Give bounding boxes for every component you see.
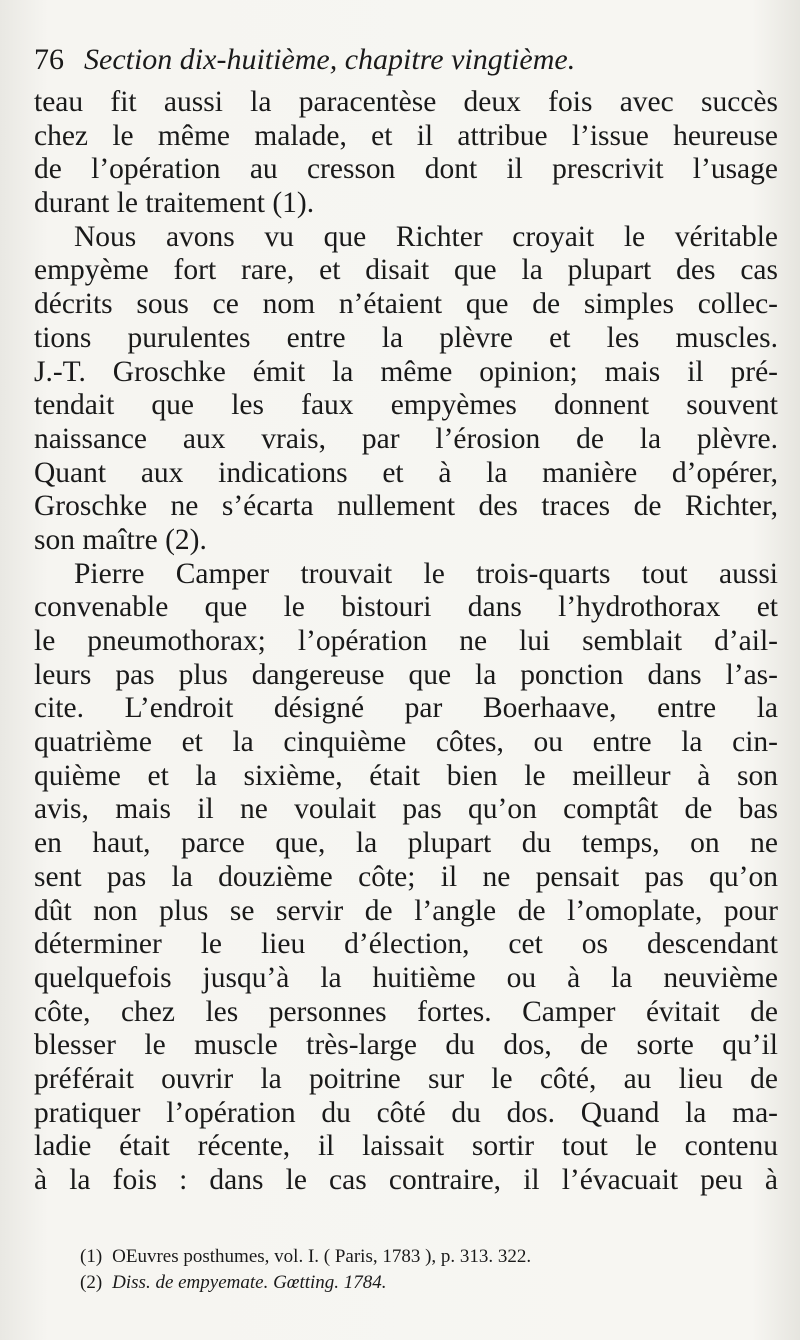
text-line: J.-T. Groschke émit la même opinion; mais il pré- [34, 355, 778, 388]
text-line: dût non plus se servir de l’angle de l’omoplate, pour [34, 894, 778, 927]
text-line: quième et la sixième, était bien le meilleur à son [34, 759, 778, 792]
text-line: ladie était récente, il laissait sortir tout le contenu [34, 1130, 778, 1163]
text-line: quatrième et la cinquième côtes, ou entre la cin- [34, 726, 778, 759]
text-line: côte, chez les personnes fortes. Camper évitait de [34, 995, 778, 1028]
text-line: tendait que les faux empyèmes donnent souvent [34, 389, 778, 422]
text-line: à la fois : dans le cas contraire, il l’évacuait peu à [34, 1164, 778, 1196]
text-line: cite. L’endroit désigné par Boerhaave, entre la [34, 692, 778, 725]
page-header [34, 40, 774, 80]
text-line: Quant aux indications et à la manière d’opérer, [34, 456, 778, 489]
text-line: avis, mais il ne voulait pas qu’on comptât de bas [34, 793, 778, 826]
text-line: en haut, parce que, la plupart du temps, on ne [34, 827, 778, 860]
text-line: blesser le muscle très-large du dos, de sorte qu’il [34, 1029, 778, 1062]
text-line: Nous avons vu que Richter croyait le véritable [74, 220, 778, 253]
footnotes [80, 1244, 720, 1296]
text-line: tions purulentes entre la plèvre et les muscles. [34, 321, 778, 354]
text-line: pratiquer l’opération du côté du dos. Quand la ma- [34, 1096, 778, 1129]
text-line: son maître (2). [34, 523, 207, 556]
text-line: teau fit aussi la paracentèse deux fois avec succès [34, 86, 778, 118]
text-line: naissance aux vrais, par l’érosion de la plèvre. [34, 422, 778, 455]
footnote-text: Diss. de empyemate. Gœtting. 1784. [112, 1272, 387, 1293]
body-text [34, 86, 778, 1198]
text-line: quelquefois jusqu’à la huitième ou à la neuvième [34, 961, 778, 994]
text-line: chez le même malade, et il attribue l’issue heureuse [34, 119, 778, 152]
footnote-mark: (2) [80, 1272, 103, 1293]
footnote-mark: (1) [80, 1246, 103, 1267]
text-line: préférait ouvrir la poitrine sur le côté, au lieu de [34, 1062, 778, 1095]
text-line: de l’opération au cresson dont il prescrivit l’usage [34, 153, 778, 186]
footnote-text: OEuvres posthumes, vol. I. ( Paris, 1783 ), p. 313. 322. [112, 1246, 532, 1267]
text-line: leurs pas plus dangereuse que la ponction dans l’as- [34, 658, 778, 691]
footnote-1 [80, 1244, 720, 1270]
text-line: empyème fort rare, et disait que la plupart des cas [34, 254, 778, 287]
text-line: convenable que le bistouri dans l’hydrothorax et [34, 591, 778, 624]
footnote-2 [80, 1270, 720, 1296]
text-line: décrits sous ce nom n’étaient que de simples collec- [34, 288, 778, 321]
text-line: déterminer le lieu d’élection, cet os descendant [34, 928, 778, 961]
text-line: sent pas la douzième côte; il ne pensait pas qu’on [34, 860, 778, 893]
running-title: Section dix-huitième, chapitre vingtième. [84, 43, 576, 76]
text-line: durant le traitement (1). [34, 187, 315, 220]
text-line: le pneumothorax; l’opération ne lui semblait d’ail- [34, 625, 778, 657]
text-line: Groschke ne s’écarta nullement des traces de Richter, [34, 490, 778, 523]
text-line: Pierre Camper trouvait le trois-quarts tout aussi [74, 557, 778, 590]
page-number: 76 [34, 43, 64, 76]
